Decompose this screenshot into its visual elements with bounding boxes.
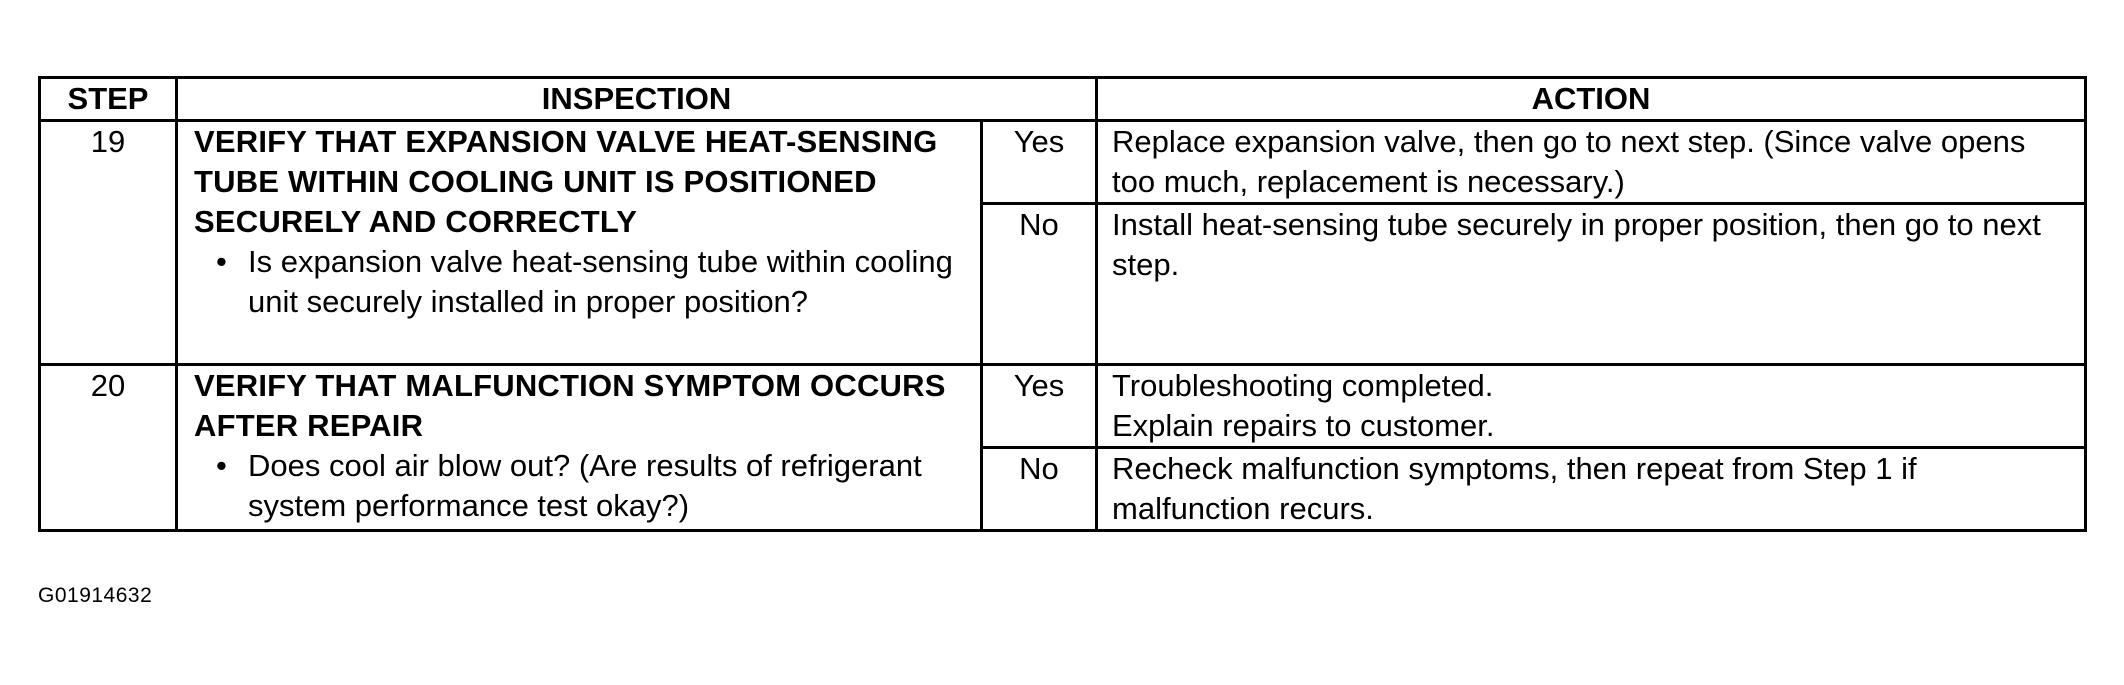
no-action: Recheck malfunction symptoms, then repeat from Step 1 if malfunction recurs. <box>1097 448 2086 531</box>
header-inspection: INSPECTION <box>177 78 1097 121</box>
step-number: 19 <box>40 121 177 365</box>
inspection-bullet-item <box>194 242 970 322</box>
inspection-cell <box>177 365 982 531</box>
table-row-step-19-yes <box>40 121 2086 204</box>
yes-action: Replace expansion valve, then go to next step. (Since valve opens too much, replacement is necessary.) <box>1097 121 2086 204</box>
bullet-icon: • <box>216 244 227 279</box>
diagnostic-table <box>38 76 2087 532</box>
no-label: No <box>982 448 1097 531</box>
inspection-bullet-list <box>194 446 970 526</box>
inspection-cell <box>177 121 982 365</box>
table-header-row <box>40 78 2086 121</box>
yes-label: Yes <box>982 365 1097 448</box>
no-label: No <box>982 204 1097 365</box>
inspection-question: Is expansion valve heat-sensing tube within cooling unit securely installed in proper position? <box>248 244 953 319</box>
inspection-question: Does cool air blow out? (Are results of refrigerant system performance test okay?) <box>248 448 922 523</box>
yes-action-line-1: Troubleshooting completed. <box>1112 368 1494 403</box>
inspection-title: VERIFY THAT EXPANSION VALVE HEAT-SENSING TUBE WITHIN COOLING UNIT IS POSITIONED SECURELY AND CORRECTLY <box>194 124 938 239</box>
inspection-title: VERIFY THAT MALFUNCTION SYMPTOM OCCURS AFTER REPAIR <box>194 368 946 443</box>
no-action: Install heat-sensing tube securely in proper position, then go to next step. <box>1097 204 2086 365</box>
yes-action-line-2: Explain repairs to customer. <box>1112 408 1495 443</box>
figure-id: G01914632 <box>38 584 153 607</box>
yes-label: Yes <box>982 121 1097 204</box>
yes-action <box>1097 365 2086 448</box>
step-number: 20 <box>40 365 177 531</box>
inspection-bullet-item <box>194 446 970 526</box>
table-row-step-20-yes <box>40 365 2086 448</box>
inspection-bullet-list <box>194 242 970 322</box>
header-step: STEP <box>40 78 177 121</box>
bullet-icon: • <box>216 448 227 483</box>
header-action: ACTION <box>1097 78 2086 121</box>
